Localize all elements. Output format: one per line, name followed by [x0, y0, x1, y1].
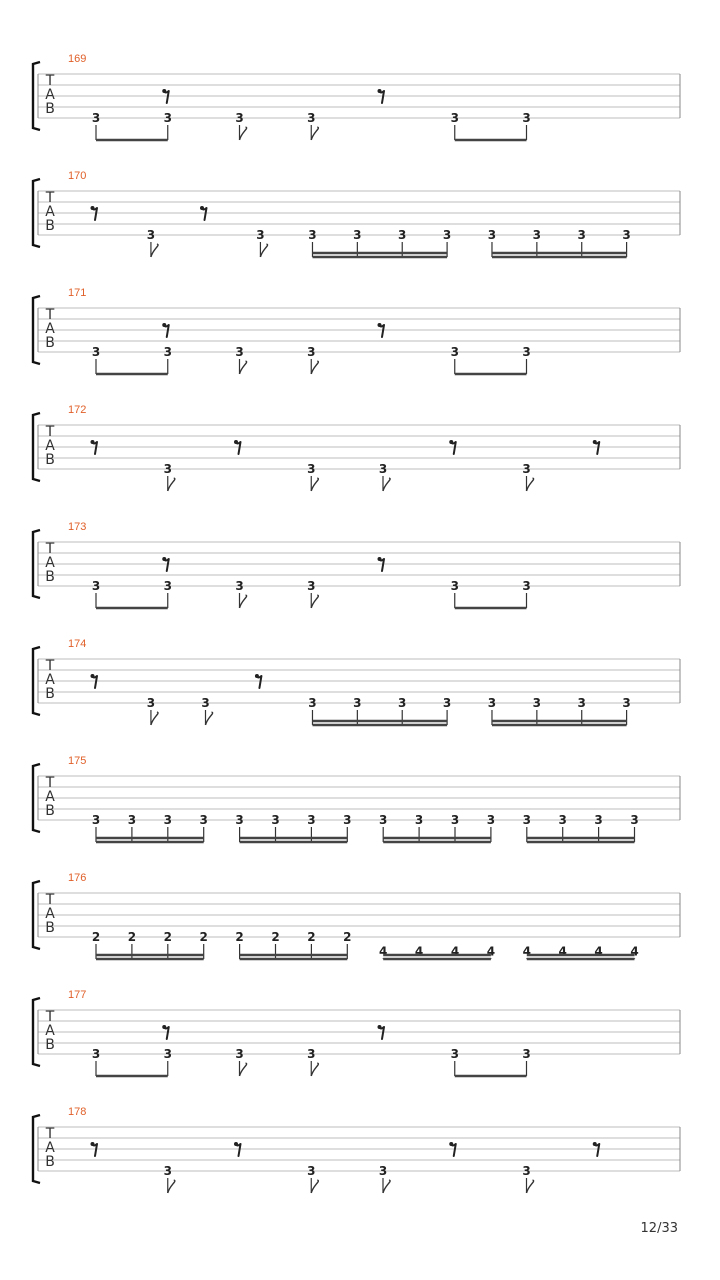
fret-number: 2 [271, 930, 280, 944]
eighth-rest-dot [593, 440, 597, 444]
eighth-rest-dot [91, 206, 95, 210]
fret-number: 3 [163, 1047, 172, 1061]
tab-clef-letter: A [45, 555, 55, 571]
fret-number: 3 [235, 579, 244, 593]
fret-number: 3 [522, 345, 531, 359]
fret-number: 3 [235, 111, 244, 125]
tab-system [33, 755, 680, 842]
eighth-flag [240, 127, 247, 140]
eighth-rest-dot [593, 1142, 597, 1146]
eighth-flag [240, 361, 247, 374]
fret-number: 3 [450, 345, 459, 359]
measure-number: 173 [68, 521, 87, 533]
fret-number: 3 [91, 579, 101, 593]
fret-number: 3 [91, 1047, 101, 1061]
fret-number: 3 [487, 696, 497, 710]
fret-number: 4 [558, 944, 567, 959]
page-number: 12/33 [640, 1221, 678, 1236]
tab-clef-letter: A [45, 906, 55, 922]
fret-number: 3 [630, 813, 639, 827]
measure-number: 172 [68, 404, 87, 416]
eighth-flag [311, 1180, 318, 1193]
tab-system [33, 53, 680, 140]
eighth-flag [311, 127, 318, 140]
eighth-flag [311, 361, 318, 374]
fret-number: 3 [91, 345, 101, 359]
tab-clef-letter: B [45, 803, 55, 819]
fret-number: 3 [378, 462, 388, 476]
eighth-flag [527, 478, 534, 491]
fret-number: 4 [414, 944, 424, 959]
eighth-rest-dot [378, 323, 382, 327]
fret-number: 3 [307, 579, 316, 593]
fret-number: 2 [163, 930, 172, 944]
eighth-rest-dot [234, 440, 238, 444]
tab-clef-letter: T [45, 307, 55, 323]
tab-clef-letter: T [45, 892, 55, 908]
fret-number: 3 [577, 228, 586, 242]
fret-number: 3 [522, 579, 531, 593]
measure-number: 174 [68, 638, 87, 650]
tab-clef-letter: T [45, 190, 55, 206]
fret-number: 3 [379, 813, 388, 827]
fret-number: 3 [163, 345, 172, 359]
tab-clef-letter: T [45, 775, 55, 791]
eighth-rest-dot [378, 557, 382, 561]
fret-number: 3 [91, 813, 101, 827]
fret-number: 3 [522, 1164, 531, 1178]
fret-number: 3 [163, 579, 172, 593]
eighth-rest-dot [91, 440, 95, 444]
fret-number: 3 [235, 813, 244, 827]
tab-clef-letter: B [45, 101, 55, 117]
tab-clef-letter: T [45, 1009, 55, 1025]
fret-number: 3 [487, 228, 497, 242]
fret-number: 3 [442, 696, 452, 710]
fret-number: 3 [256, 228, 265, 242]
eighth-flag [240, 1063, 247, 1076]
fret-number: 3 [522, 1047, 531, 1061]
tab-clef-letter: B [45, 452, 55, 468]
fret-number: 3 [450, 813, 460, 827]
tab-system [33, 404, 680, 491]
eighth-flag [383, 478, 390, 491]
fret-number: 3 [442, 228, 452, 242]
eighth-flag [527, 1180, 534, 1193]
fret-number: 3 [307, 1047, 316, 1061]
fret-number: 4 [522, 944, 531, 959]
eighth-rest-dot [234, 1142, 238, 1146]
tab-clef-letter: B [45, 1037, 55, 1053]
tab-clef-letter: T [45, 424, 55, 440]
fret-number: 3 [91, 111, 101, 125]
eighth-flag [205, 712, 212, 725]
eighth-rest-dot [449, 1142, 453, 1146]
fret-number: 3 [558, 813, 567, 827]
tab-clef-letter: T [45, 73, 55, 89]
eighth-flag [151, 244, 158, 257]
tab-clef-letter: A [45, 672, 55, 688]
fret-number: 4 [486, 944, 496, 959]
fret-number: 3 [163, 111, 172, 125]
tab-clef-letter: B [45, 569, 55, 585]
tab-system [33, 521, 680, 608]
tab-clef-letter: T [45, 1126, 55, 1142]
fret-number: 3 [307, 462, 316, 476]
fret-number: 3 [235, 345, 244, 359]
tab-clef-letter: A [45, 1023, 55, 1039]
fret-number: 3 [398, 228, 407, 242]
fret-number: 3 [622, 228, 631, 242]
fret-number: 2 [343, 930, 352, 944]
fret-number: 3 [522, 462, 531, 476]
fret-number: 3 [343, 813, 352, 827]
fret-number: 3 [522, 111, 531, 125]
eighth-rest-dot [378, 1025, 382, 1029]
eighth-rest-dot [255, 674, 259, 678]
eighth-rest-dot [449, 440, 453, 444]
eighth-rest-dot [162, 89, 166, 93]
fret-number: 4 [594, 944, 603, 959]
measure-number: 171 [68, 287, 87, 299]
fret-number: 4 [450, 944, 460, 959]
tab-clef-letter: A [45, 204, 55, 220]
fret-number: 2 [307, 930, 316, 944]
fret-number: 3 [353, 696, 362, 710]
eighth-rest-dot [91, 1142, 95, 1146]
fret-number: 3 [307, 345, 316, 359]
fret-number: 3 [307, 111, 316, 125]
fret-number: 3 [146, 228, 156, 242]
tab-system [33, 872, 680, 959]
fret-number: 3 [199, 813, 208, 827]
fret-number: 3 [307, 813, 316, 827]
eighth-flag [168, 1180, 175, 1193]
eighth-flag [151, 712, 158, 725]
fret-number: 3 [146, 696, 156, 710]
fret-number: 3 [127, 813, 137, 827]
fret-number: 3 [307, 1164, 316, 1178]
fret-number: 4 [630, 944, 639, 959]
eighth-rest-dot [162, 557, 166, 561]
eighth-flag [168, 478, 175, 491]
eighth-flag [383, 1180, 390, 1193]
tab-clef-letter: B [45, 335, 55, 351]
eighth-flag [311, 595, 318, 608]
tab-clef-letter: A [45, 789, 55, 805]
measure-number: 177 [68, 989, 87, 1001]
fret-number: 3 [594, 813, 603, 827]
tab-clef-letter: B [45, 218, 55, 234]
eighth-flag [311, 1063, 318, 1076]
fret-number: 3 [201, 696, 210, 710]
tab-clef-letter: T [45, 658, 55, 674]
fret-number: 3 [450, 1047, 459, 1061]
tab-clef-letter: A [45, 438, 55, 454]
tab-system [33, 1106, 680, 1193]
fret-number: 3 [414, 813, 424, 827]
fret-number: 3 [532, 696, 542, 710]
eighth-flag [260, 244, 267, 257]
fret-number: 2 [235, 930, 244, 944]
fret-number: 3 [450, 579, 459, 593]
fret-number: 3 [271, 813, 280, 827]
fret-number: 3 [622, 696, 631, 710]
fret-number: 2 [91, 930, 101, 944]
measure-number: 176 [68, 872, 87, 884]
fret-number: 3 [577, 696, 586, 710]
fret-number: 3 [308, 228, 317, 242]
fret-number: 3 [163, 813, 172, 827]
fret-number: 3 [532, 228, 542, 242]
eighth-rest-dot [162, 323, 166, 327]
tab-system [33, 989, 680, 1076]
measure-number: 169 [68, 53, 87, 65]
eighth-rest-dot [162, 1025, 166, 1029]
fret-number: 3 [486, 813, 496, 827]
measure-number: 170 [68, 170, 87, 182]
fret-number: 2 [127, 930, 137, 944]
tab-system [33, 170, 680, 257]
fret-number: 3 [353, 228, 362, 242]
eighth-rest-dot [200, 206, 204, 210]
fret-number: 2 [199, 930, 208, 944]
fret-number: 3 [163, 462, 172, 476]
fret-number: 3 [398, 696, 407, 710]
tab-clef-letter: A [45, 321, 55, 337]
tab-clef-letter: T [45, 541, 55, 557]
eighth-flag [240, 595, 247, 608]
tab-clef-letter: A [45, 1140, 55, 1156]
fret-number: 4 [379, 944, 388, 959]
measure-number: 175 [68, 755, 87, 767]
eighth-flag [311, 478, 318, 491]
fret-number: 3 [308, 696, 317, 710]
fret-number: 3 [450, 111, 459, 125]
tab-system [33, 638, 680, 725]
tab-clef-letter: A [45, 87, 55, 103]
fret-number: 3 [378, 1164, 388, 1178]
fret-number: 3 [522, 813, 531, 827]
tab-clef-letter: B [45, 920, 55, 936]
tab-clef-letter: B [45, 686, 55, 702]
tab-system [33, 287, 680, 374]
tab-clef-letter: B [45, 1154, 55, 1170]
eighth-rest-dot [91, 674, 95, 678]
measure-number: 178 [68, 1106, 87, 1118]
fret-number: 3 [235, 1047, 244, 1061]
eighth-rest-dot [378, 89, 382, 93]
fret-number: 3 [163, 1164, 172, 1178]
